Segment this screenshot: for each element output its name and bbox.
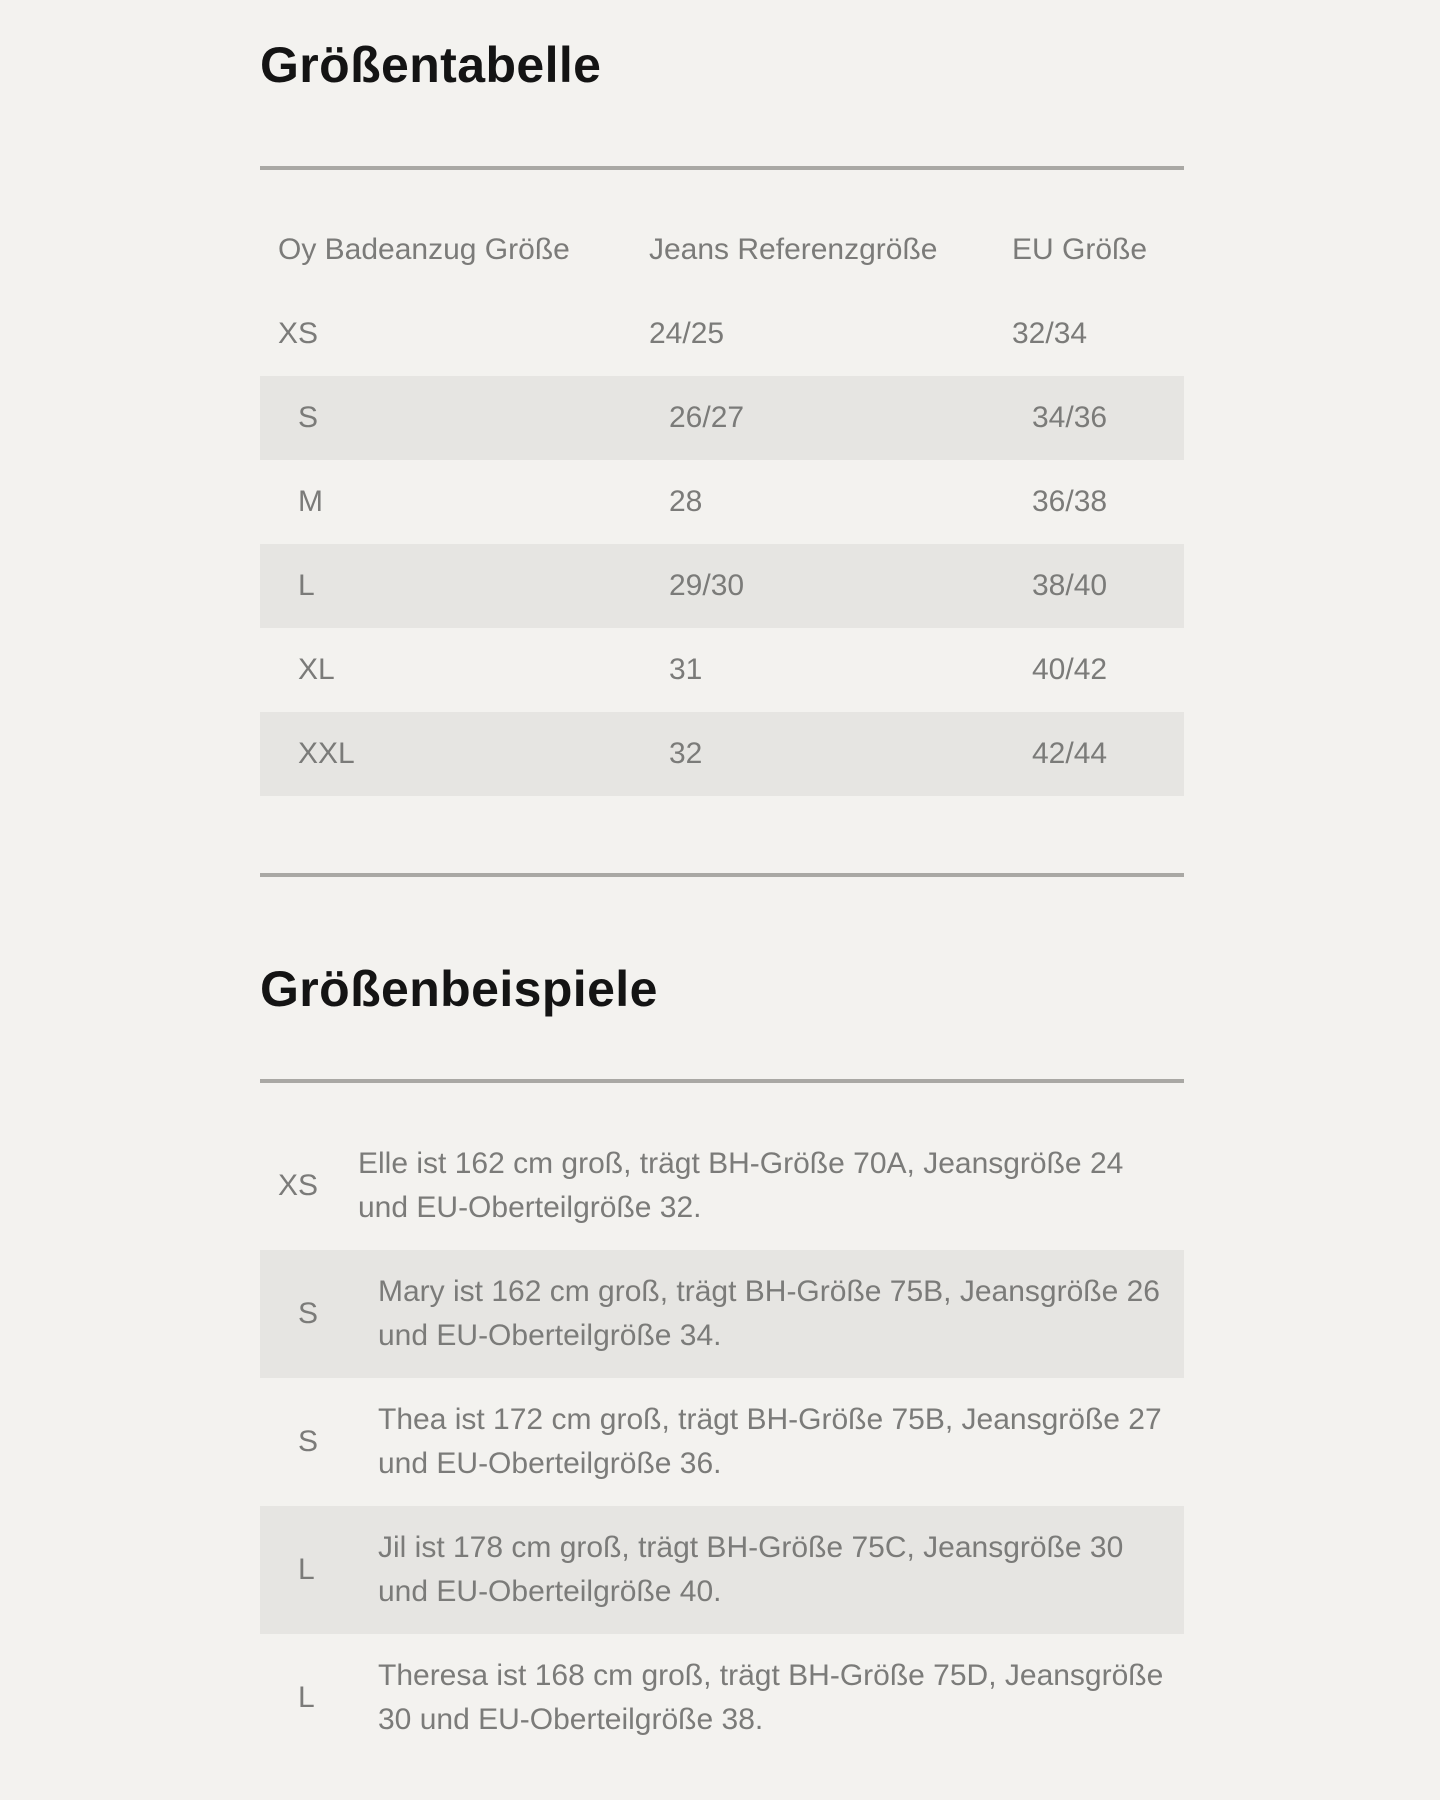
jeans-size-cell: 31 bbox=[669, 653, 703, 686]
table-row bbox=[260, 292, 1184, 376]
table-row bbox=[260, 460, 1184, 544]
eu-size-cell: 36/38 bbox=[1032, 485, 1108, 518]
swimsuit-size-cell: XL bbox=[298, 653, 335, 686]
column-header: Jeans Referenzgröße bbox=[649, 233, 938, 266]
divider bbox=[260, 1079, 1184, 1083]
table-header-row bbox=[260, 208, 1184, 292]
table-row bbox=[260, 628, 1184, 712]
example-size: S bbox=[298, 1425, 319, 1458]
list-item bbox=[260, 1634, 1184, 1762]
jeans-size-cell: 28 bbox=[669, 485, 703, 518]
example-size: L bbox=[298, 1553, 315, 1586]
swimsuit-size-cell: M bbox=[298, 485, 323, 518]
example-description: Thea ist 172 cm groß, trägt BH-Größe 75B, Jeansgröße 27 und EU-Oberteilgröße 36. bbox=[378, 1403, 1162, 1480]
table-row bbox=[260, 376, 1184, 460]
table-row bbox=[260, 544, 1184, 628]
example-description: Mary ist 162 cm groß, trägt BH-Größe 75B, Jeansgröße 26 und EU-Oberteilgröße 34. bbox=[378, 1275, 1160, 1352]
list-item bbox=[260, 1506, 1184, 1634]
size-chart-title: Größentabelle bbox=[260, 37, 602, 93]
list-item bbox=[260, 1250, 1184, 1378]
size-examples-list bbox=[260, 1122, 1184, 1762]
size-chart-table bbox=[260, 208, 1184, 796]
example-size: S bbox=[298, 1297, 319, 1330]
jeans-size-cell: 24/25 bbox=[649, 317, 725, 350]
swimsuit-size-cell: L bbox=[298, 569, 315, 602]
table-row bbox=[260, 712, 1184, 796]
example-size: XS bbox=[278, 1169, 319, 1202]
eu-size-cell: 42/44 bbox=[1032, 737, 1108, 770]
list-item bbox=[260, 1122, 1184, 1250]
divider bbox=[260, 166, 1184, 170]
jeans-size-cell: 29/30 bbox=[669, 569, 745, 602]
divider bbox=[260, 873, 1184, 877]
eu-size-cell: 40/42 bbox=[1032, 653, 1108, 686]
example-description: Theresa ist 168 cm groß, trägt BH-Größe 75D, Jeansgröße 30 und EU-Oberteilgröße 38. bbox=[378, 1659, 1164, 1736]
example-size: L bbox=[298, 1681, 315, 1714]
eu-size-cell: 32/34 bbox=[1012, 317, 1088, 350]
jeans-size-cell: 26/27 bbox=[669, 401, 745, 434]
swimsuit-size-cell: S bbox=[298, 401, 319, 434]
swimsuit-size-cell: XS bbox=[278, 317, 319, 350]
eu-size-cell: 34/36 bbox=[1032, 401, 1108, 434]
example-description: Elle ist 162 cm groß, trägt BH-Größe 70A, Jeansgröße 24 und EU-Oberteilgröße 32. bbox=[358, 1147, 1124, 1224]
jeans-size-cell: 32 bbox=[669, 737, 703, 770]
list-item bbox=[260, 1378, 1184, 1506]
column-header: Oy Badeanzug Größe bbox=[278, 233, 570, 266]
swimsuit-size-cell: XXL bbox=[298, 737, 355, 770]
size-examples-title: Größenbeispiele bbox=[260, 961, 658, 1017]
column-header: EU Größe bbox=[1012, 233, 1148, 266]
eu-size-cell: 38/40 bbox=[1032, 569, 1108, 602]
example-description: Jil ist 178 cm groß, trägt BH-Größe 75C, Jeansgröße 30 und EU-Oberteilgröße 40. bbox=[378, 1531, 1124, 1608]
